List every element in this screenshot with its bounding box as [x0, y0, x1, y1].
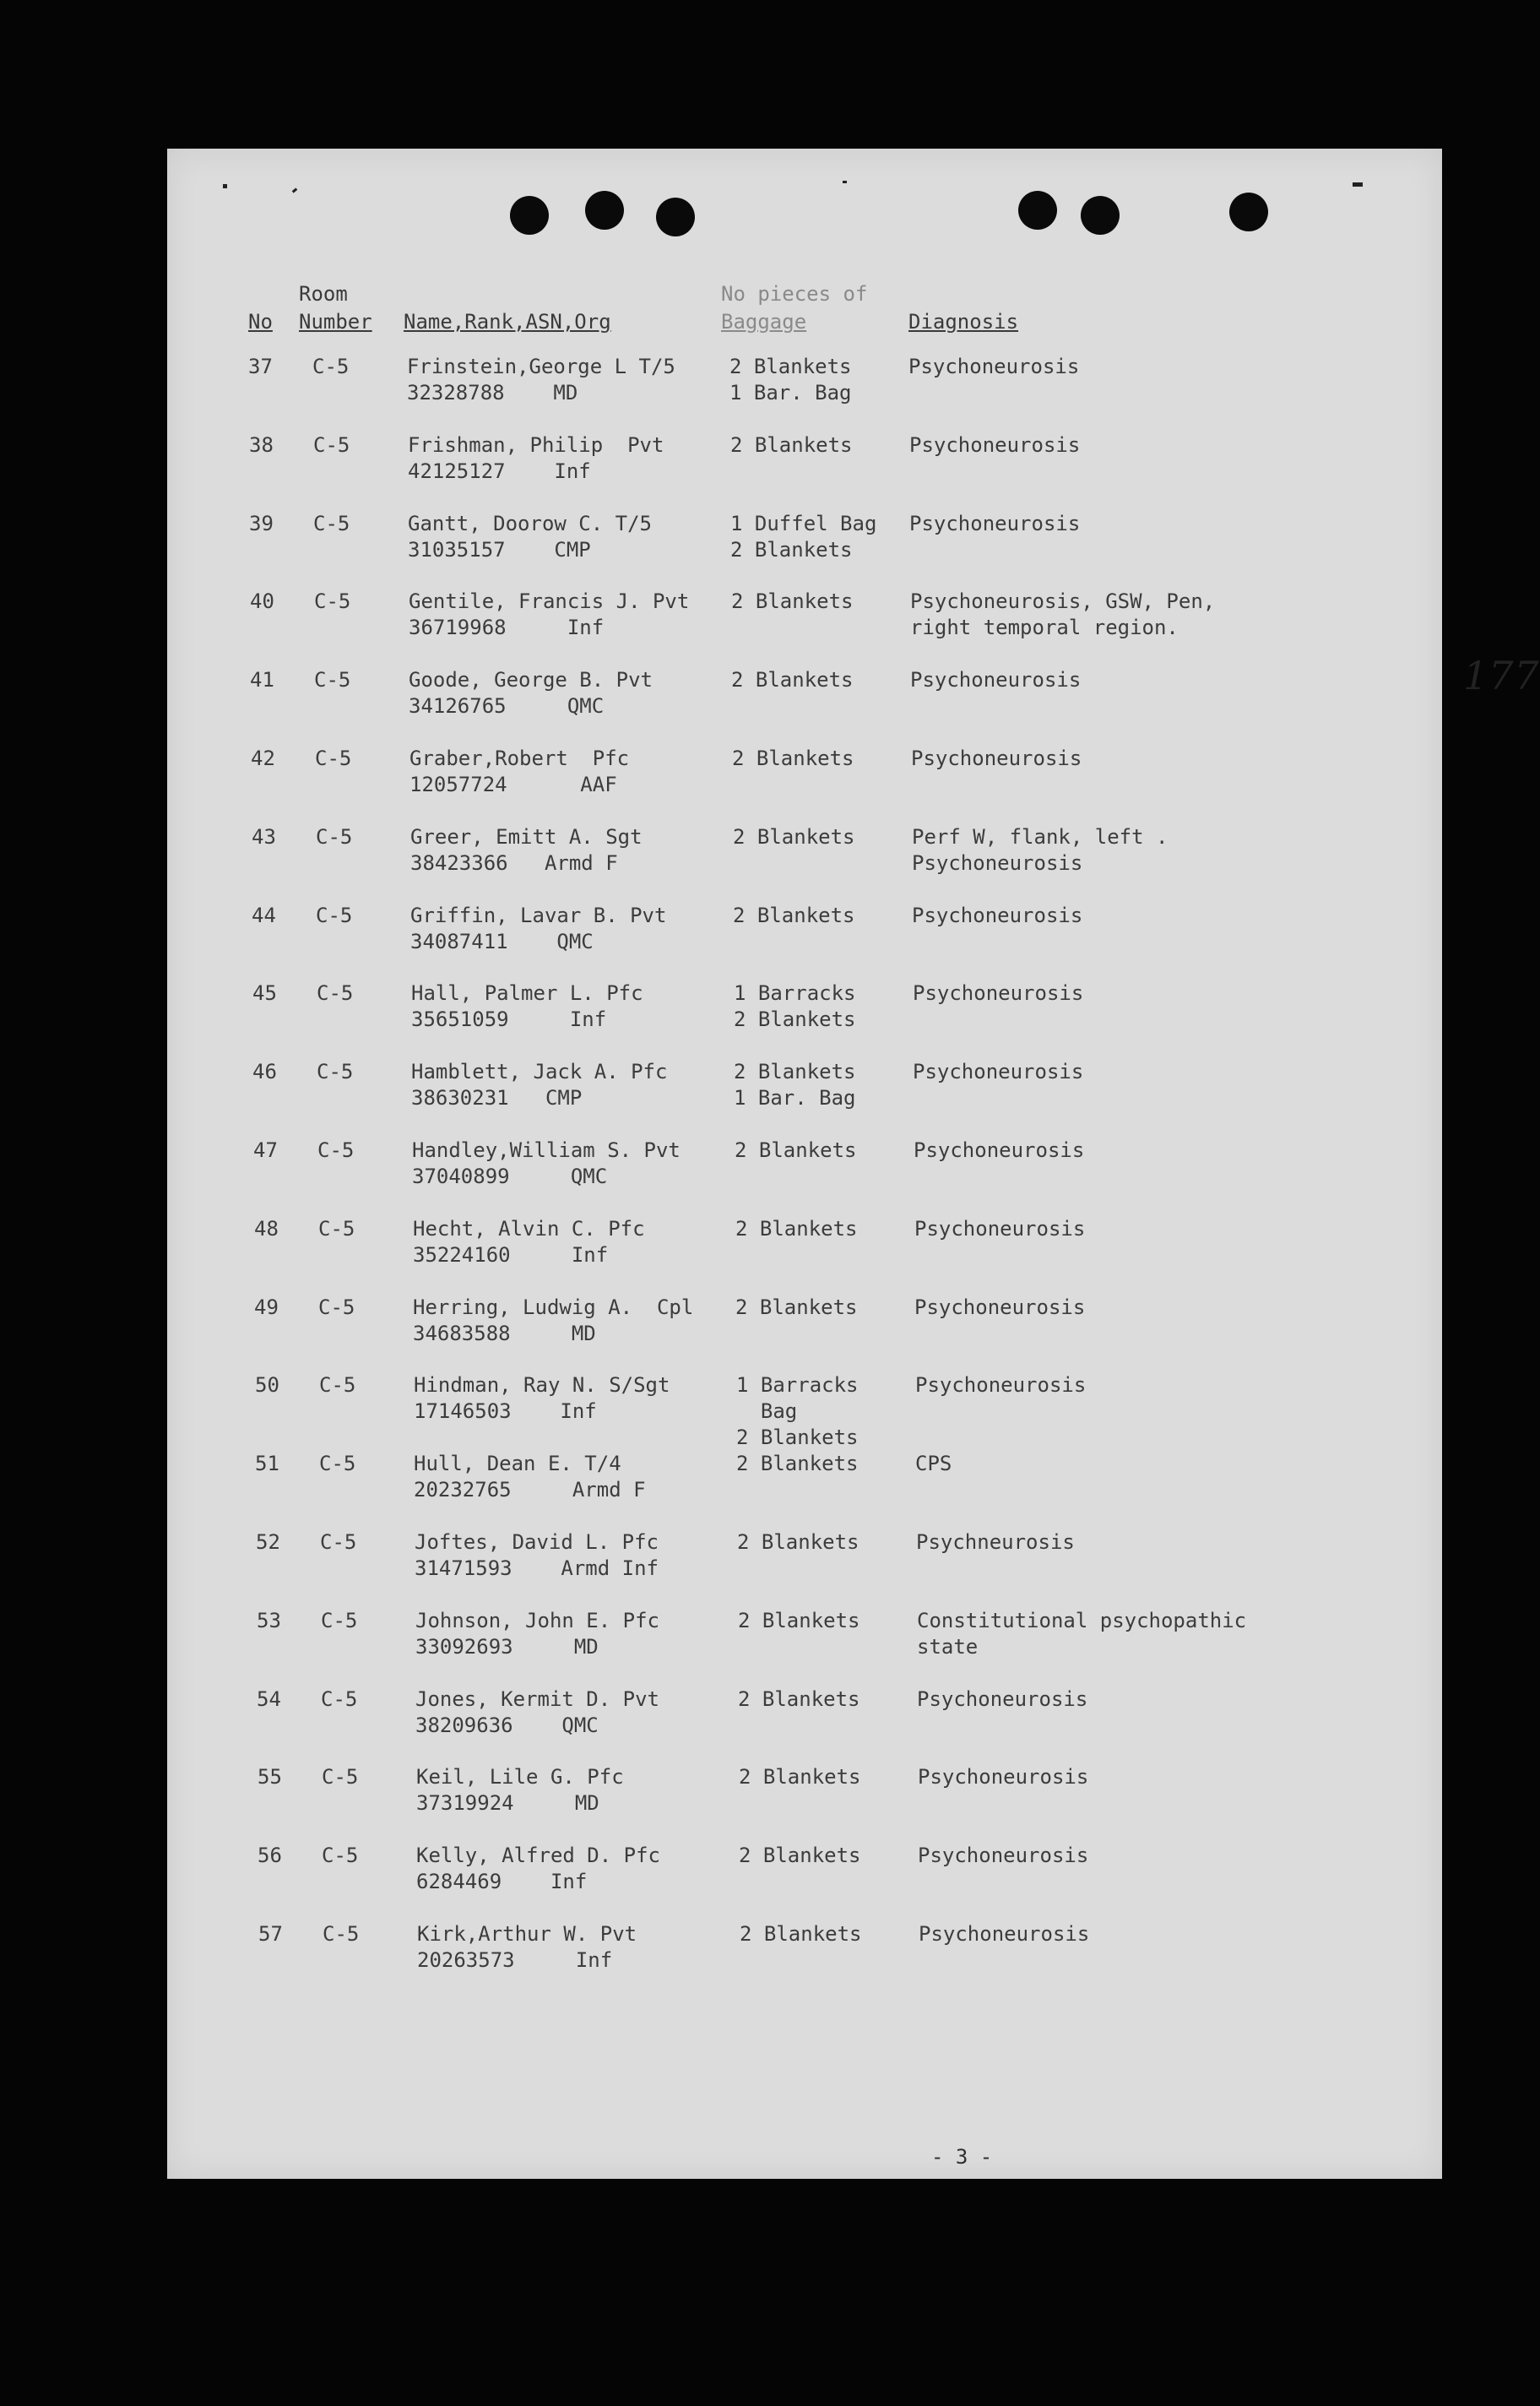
- row-name-rank: Herring, Ludwig A. Cpl: [413, 1295, 694, 1319]
- row-number: 45: [252, 981, 277, 1005]
- row-room: C-5: [316, 825, 353, 849]
- row-asn-org: 6284469 Inf: [416, 1870, 588, 1893]
- row-diagnosis: Constitutional psychopathic state: [917, 1609, 1247, 1659]
- row-number: 38: [249, 433, 274, 457]
- row-asn-org: 17146503 Inf: [414, 1399, 597, 1423]
- row-asn-org: 20263573 Inf: [417, 1948, 613, 1972]
- row-diagnosis: Psychoneurosis: [918, 1765, 1089, 1789]
- row-baggage: 2 Blankets: [739, 1844, 861, 1867]
- row-diagnosis: Psychoneurosis: [912, 904, 1083, 927]
- row-baggage: 2 Blankets: [737, 1530, 859, 1554]
- row-name-rank: Handley,William S. Pvt: [412, 1138, 681, 1162]
- row-room: C-5: [312, 355, 350, 378]
- row-diagnosis: CPS: [915, 1452, 952, 1475]
- row-diagnosis: Psychoneurosis: [915, 1373, 1087, 1397]
- row-room: C-5: [317, 981, 354, 1005]
- row-baggage: 2 Blankets 1 Bar. Bag: [734, 1060, 856, 1110]
- header-no: No: [248, 310, 273, 334]
- row-baggage: 2 Blankets: [735, 1295, 858, 1319]
- row-room: C-5: [315, 747, 352, 770]
- punch-hole-icon: [510, 196, 549, 235]
- row-room: C-5: [323, 1922, 360, 1946]
- handwritten-page-number: 177: [1463, 653, 1540, 698]
- row-asn-org: 34126765 QMC: [409, 694, 605, 718]
- page-footer: - 3 -: [931, 2145, 993, 2169]
- row-diagnosis: Psychoneurosis: [914, 1217, 1086, 1241]
- row-asn-org: 20232765 Armd F: [414, 1478, 646, 1502]
- row-number: 54: [257, 1687, 281, 1711]
- row-diagnosis: Perf W, flank, left . Psychoneurosis: [912, 825, 1169, 875]
- row-diagnosis: Psychoneurosis: [914, 1295, 1086, 1319]
- row-name-rank: Hindman, Ray N. S/Sgt: [414, 1373, 670, 1397]
- row-room: C-5: [319, 1452, 356, 1475]
- row-name-rank: Joftes, David L. Pfc: [415, 1530, 659, 1554]
- row-name-rank: Kirk,Arthur W. Pvt: [417, 1922, 637, 1946]
- row-room: C-5: [318, 1217, 355, 1241]
- row-diagnosis: Psychoneurosis: [919, 1922, 1090, 1946]
- header-room-number: Number: [299, 310, 372, 334]
- row-number: 53: [257, 1609, 281, 1632]
- row-asn-org: 38209636 QMC: [415, 1714, 599, 1737]
- punch-hole-icon: [585, 191, 624, 230]
- row-baggage: 2 Blankets: [733, 904, 855, 927]
- row-asn-org: 37040899 QMC: [412, 1165, 608, 1188]
- row-baggage: 2 Blankets: [731, 668, 854, 692]
- row-baggage: 2 Blankets: [731, 589, 854, 613]
- punch-hole-icon: [1229, 193, 1268, 231]
- row-diagnosis: Psychoneurosis: [913, 1060, 1084, 1084]
- row-number: 56: [258, 1844, 282, 1867]
- row-asn-org: 42125127 Inf: [408, 459, 591, 483]
- row-number: 52: [256, 1530, 280, 1554]
- document-page: [167, 149, 1540, 2179]
- row-baggage: 1 Barracks Bag 2 Blankets: [736, 1373, 859, 1449]
- row-room: C-5: [320, 1530, 357, 1554]
- ink-speck-icon: [1353, 182, 1363, 187]
- row-asn-org: 32328788 MD: [407, 381, 578, 405]
- row-baggage: 2 Blankets: [730, 433, 853, 457]
- row-asn-org: 35224160 Inf: [413, 1243, 609, 1267]
- row-room: C-5: [321, 1687, 358, 1711]
- row-asn-org: 36719968 Inf: [409, 616, 605, 639]
- row-baggage: 2 Blankets: [732, 747, 854, 770]
- row-name-rank: Keil, Lile G. Pfc: [416, 1765, 624, 1789]
- row-name-rank: Graber,Robert Pfc: [409, 747, 630, 770]
- row-room: C-5: [322, 1765, 359, 1789]
- row-baggage: 2 Blankets: [735, 1138, 857, 1162]
- row-asn-org: 34683588 MD: [413, 1322, 596, 1345]
- row-number: 43: [252, 825, 276, 849]
- row-room: C-5: [317, 1060, 354, 1084]
- row-number: 50: [255, 1373, 279, 1397]
- row-diagnosis: Psychoneurosis: [909, 512, 1081, 535]
- row-baggage: 2 Blankets 1 Bar. Bag: [729, 355, 852, 405]
- row-diagnosis: Psychoneurosis: [909, 433, 1081, 457]
- row-diagnosis: Psychoneurosis: [913, 981, 1084, 1005]
- punch-hole-icon: [656, 198, 695, 236]
- row-number: 51: [255, 1452, 279, 1475]
- row-baggage: 2 Blankets: [735, 1217, 858, 1241]
- row-room: C-5: [313, 433, 350, 457]
- punch-hole-icon: [1081, 196, 1120, 235]
- row-asn-org: 35651059 Inf: [411, 1007, 607, 1031]
- row-name-rank: Jones, Kermit D. Pvt: [415, 1687, 659, 1711]
- row-diagnosis: Psychoneurosis, GSW, Pen, right temporal region.: [910, 589, 1216, 639]
- row-name-rank: Frinstein,George L T/5: [407, 355, 675, 378]
- row-name-rank: Goode, George B. Pvt: [409, 668, 653, 692]
- row-diagnosis: Psychoneurosis: [910, 668, 1082, 692]
- row-number: 40: [250, 589, 274, 613]
- row-diagnosis: Psychoneurosis: [917, 1687, 1088, 1711]
- row-room: C-5: [316, 904, 353, 927]
- row-baggage: 2 Blankets: [738, 1609, 860, 1632]
- row-asn-org: 33092693 MD: [415, 1635, 599, 1659]
- header-pieces-line1: No pieces of: [721, 282, 868, 306]
- punch-hole-icon: [1018, 191, 1057, 230]
- row-name-rank: Hull, Dean E. T/4: [414, 1452, 621, 1475]
- row-number: 42: [251, 747, 275, 770]
- row-name-rank: Hecht, Alvin C. Pfc: [413, 1217, 645, 1241]
- row-room: C-5: [317, 1138, 355, 1162]
- row-baggage: 2 Blankets: [733, 825, 855, 849]
- row-baggage: 2 Blankets: [736, 1452, 859, 1475]
- header-name-rank: Name,Rank,ASN,Org: [404, 310, 611, 334]
- row-number: 46: [252, 1060, 277, 1084]
- row-number: 44: [252, 904, 276, 927]
- header-room-line1: Room: [299, 282, 348, 306]
- row-room: C-5: [319, 1373, 356, 1397]
- row-room: C-5: [313, 512, 350, 535]
- row-diagnosis: Psychoneurosis: [908, 355, 1080, 378]
- row-diagnosis: Psychoneurosis: [911, 747, 1082, 770]
- row-number: 47: [253, 1138, 278, 1162]
- row-asn-org: 12057724 AAF: [409, 773, 617, 796]
- row-name-rank: Gantt, Doorow C. T/5: [408, 512, 652, 535]
- row-baggage: 1 Barracks 2 Blankets: [734, 981, 856, 1031]
- row-room: C-5: [314, 668, 351, 692]
- row-number: 49: [254, 1295, 279, 1319]
- row-baggage: 2 Blankets: [738, 1687, 860, 1711]
- row-asn-org: 38423366 Armd F: [410, 851, 618, 875]
- row-asn-org: 37319924 MD: [416, 1791, 599, 1815]
- row-room: C-5: [321, 1609, 358, 1632]
- row-name-rank: Griffin, Lavar B. Pvt: [410, 904, 667, 927]
- row-room: C-5: [314, 589, 351, 613]
- row-name-rank: Hall, Palmer L. Pfc: [411, 981, 643, 1005]
- row-number: 37: [248, 355, 273, 378]
- row-number: 55: [258, 1765, 282, 1789]
- ink-speck-icon: [223, 184, 227, 188]
- row-room: C-5: [322, 1844, 359, 1867]
- row-baggage: 2 Blankets: [740, 1922, 862, 1946]
- header-pieces-line2: Baggage: [721, 310, 807, 334]
- row-baggage: 2 Blankets: [739, 1765, 861, 1789]
- row-name-rank: Kelly, Alfred D. Pfc: [416, 1844, 660, 1867]
- row-number: 48: [254, 1217, 279, 1241]
- ink-speck-icon: [843, 181, 847, 183]
- row-number: 41: [250, 668, 274, 692]
- row-asn-org: 31471593 Armd Inf: [415, 1556, 659, 1580]
- ink-speck-icon: [292, 187, 298, 193]
- row-diagnosis: Psychoneurosis: [914, 1138, 1085, 1162]
- row-number: 57: [258, 1922, 283, 1946]
- row-diagnosis: Psychneurosis: [916, 1530, 1075, 1554]
- header-diagnosis: Diagnosis: [908, 310, 1019, 334]
- row-name-rank: Frishman, Philip Pvt: [408, 433, 664, 457]
- row-diagnosis: Psychoneurosis: [918, 1844, 1089, 1867]
- row-asn-org: 38630231 CMP: [411, 1086, 583, 1110]
- row-name-rank: Johnson, John E. Pfc: [415, 1609, 659, 1632]
- row-asn-org: 34087411 QMC: [410, 930, 594, 953]
- row-baggage: 1 Duffel Bag 2 Blankets: [730, 512, 877, 562]
- row-asn-org: 31035157 CMP: [408, 538, 591, 562]
- row-number: 39: [249, 512, 274, 535]
- row-room: C-5: [318, 1295, 355, 1319]
- row-name-rank: Greer, Emitt A. Sgt: [410, 825, 643, 849]
- row-name-rank: Gentile, Francis J. Pvt: [409, 589, 690, 613]
- row-name-rank: Hamblett, Jack A. Pfc: [411, 1060, 668, 1084]
